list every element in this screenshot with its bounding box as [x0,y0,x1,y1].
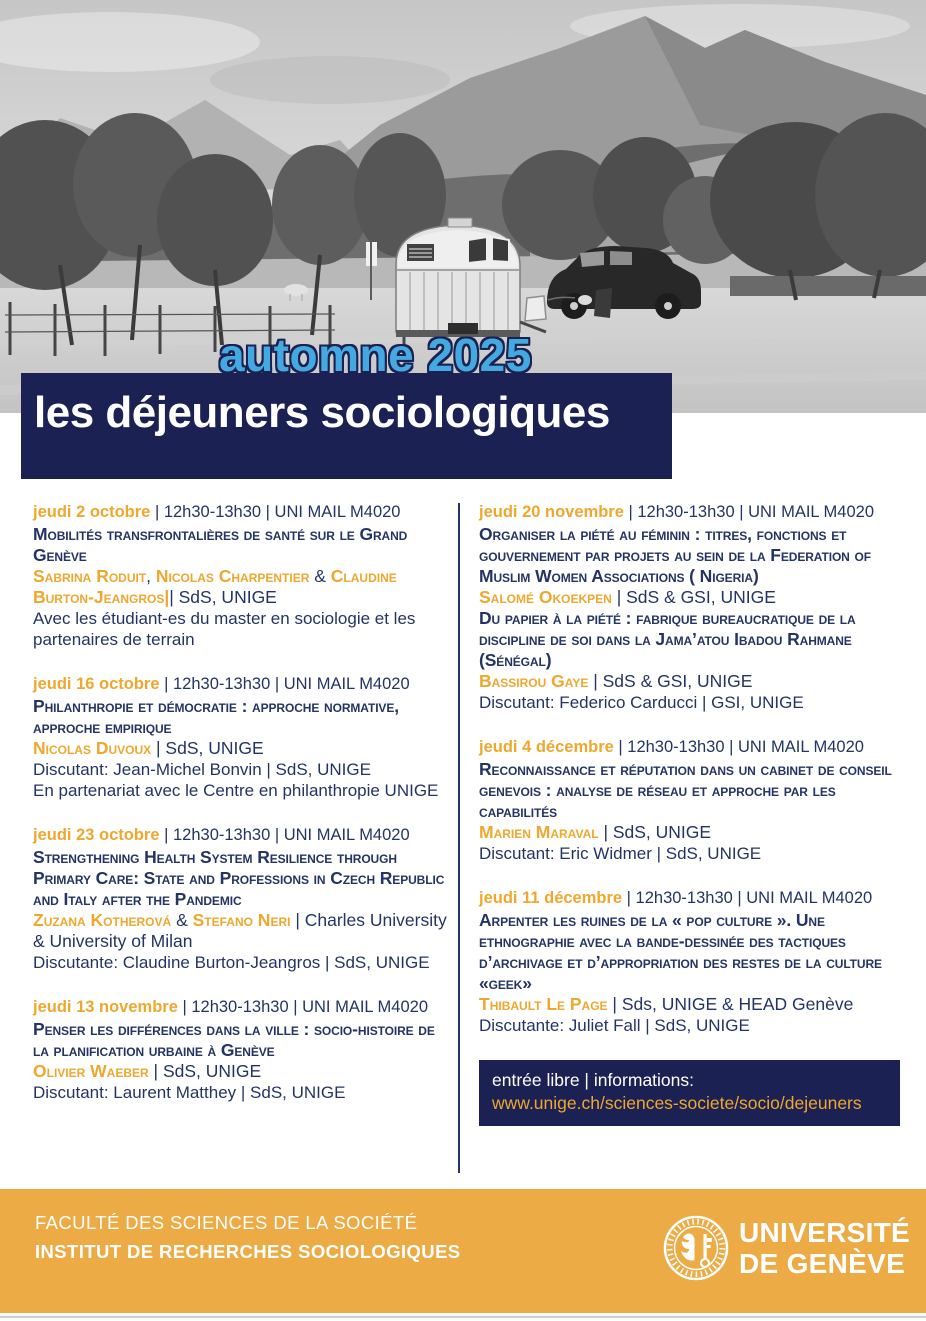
event-dateline [33,825,454,846]
event-discussant: Discutant: Jean-Michel Bonvin | SdS, UNIGE [33,760,371,779]
event-13-novembre [33,997,454,1103]
speaker-affiliation: | SdS & GSI, UNIGE [588,671,753,691]
event-dateline [479,502,900,523]
event-dateline [479,737,900,758]
column-divider [458,503,460,1173]
page-bottom-edge [0,1316,926,1318]
info-box [479,1060,900,1126]
event-date: jeudi 20 novembre [479,503,624,521]
event-date: jeudi 11 décembre [479,889,623,907]
event-speakers [33,566,454,608]
speaker-name: Nicolas Duvoux [33,738,152,758]
event-4-decembre [479,737,900,864]
event-2-octobre [33,502,454,650]
event-title: Mobilités transfrontalières de santé sur le Grand Genève [33,524,408,565]
event-dateline [33,502,454,523]
speaker-separator: & [309,566,331,586]
event-meta: | 12h30-13h30 | UNI MAIL M4020 [182,998,429,1016]
speaker-separator: & [171,910,193,930]
footer-faculty: FACULTÉ DES SCIENCES DE LA SOCIÉTÉ [35,1212,418,1233]
event-title: Organiser la piété au féminin : titres, fonctions et gouvernement par projets au sein de la Federation of Muslim Women Associations ( Nigeria) [479,524,871,586]
event-meta: | 12h30-13h30 | UNI MAIL M4020 [618,738,864,756]
unige-brand [663,1215,910,1281]
event-11-decembre [479,888,900,1036]
speaker-name: Sabrina Roduit [33,566,147,586]
speaker-name: Stefano Neri [192,910,291,930]
speaker-affiliation: | SdS, UNIGE [169,587,277,607]
speaker-name: Nicolas Charpentier [155,566,310,586]
unige-name-line2: DE GENÈVE [739,1248,906,1279]
events-column-right [479,502,900,1126]
event-dateline [33,997,454,1018]
event-16-octobre [33,674,454,801]
speaker-name: Thibault Le Page [479,994,608,1014]
speaker-affiliation: | SdS, UNIGE [598,822,712,842]
event-discussant: Discutant: Laurent Matthey | SdS, UNIGE [33,1083,346,1102]
event-20-novembre [479,502,900,713]
speaker-affiliation: | SdS & GSI, UNIGE [611,587,776,607]
event-speakers [479,822,900,843]
footer-bar [0,1189,926,1313]
event-meta: | 12h30-13h30 | UNI MAIL M4020 [164,826,410,844]
event-dateline [479,888,900,909]
event-title: Reconnaissance et réputation dans un cabinet de conseil genevois : analyse de réseau et approche par les capabilités [479,759,892,821]
event-date: jeudi 2 octobre [33,503,151,521]
speaker-separator: , [146,566,156,586]
event-title: Penser les différences dans la ville : socio-histoire de la planification urbaine à Genève [33,1019,435,1060]
speaker-affiliation: | Sds, UNIGE & HEAD Genève [607,994,854,1014]
event-23-octobre [33,825,454,973]
event-speakers [33,738,454,759]
event-title: Strengthening Health System Resilience through Primary Care: State and Professions in Czech Republic and Italy after the Pandemic [33,847,445,909]
event-date: jeudi 23 octobre [33,826,160,844]
footer-institute: INSTITUT DE RECHERCHES SOCIOLOGIQUES [35,1241,461,1262]
speaker-affiliation: | SdS, UNIGE [151,738,264,758]
event-speakers [33,910,454,952]
speaker-name: Olivier Waeber [33,1061,149,1081]
event-meta: | 12h30-13h30 | UNI MAIL M4020 [154,503,401,521]
event-note: Avec les étudiant-es du master en sociologie et les partenaires de terrain [33,609,416,649]
speaker-name: Marien Maraval [479,822,599,842]
event-meta: | 12h30-13h30 | UNI MAIL M4020 [628,503,875,521]
event-speakers [33,1061,454,1082]
speaker-affiliation: | Charles University & University of Milan [33,910,447,951]
speaker-name: Zuzana Kotherová [33,910,172,930]
event-speakers-2 [479,671,900,692]
event-speakers [479,994,900,1015]
title-band [21,373,672,479]
season-label: automne 2025 [219,329,532,381]
event-discussant: Discutante: Juliet Fall | SdS, UNIGE [479,1016,750,1035]
event-meta: | 12h30-13h30 | UNI MAIL M4020 [164,675,410,693]
events-column-left [33,502,454,1127]
event-meta: | 12h30-13h30 | UNI MAIL M4020 [626,889,873,907]
event-speakers [479,587,900,608]
event-date: jeudi 4 décembre [479,738,614,756]
speaker-name: Claudine Burton-Jeangros| [33,566,397,607]
unige-name-line1: UNIVERSITÉ [739,1217,911,1248]
event-discussant: Discutant: Federico Carducci | GSI, UNIGE [479,693,804,712]
event-title-2: Du papier à la piété : fabrique bureaucratique de la discipline de soi dans la Jama’atou Ibadou Rahmane (Sénégal) [479,608,856,670]
info-free-entry: entrée libre | informations: [492,1070,695,1090]
event-title: Philanthropie et démocratie : approche normative, approche empirique [33,696,400,737]
event-date: jeudi 13 novembre [33,998,178,1016]
event-date: jeudi 16 octobre [33,675,160,693]
info-url-link[interactable]: www.unige.ch/sciences-societe/socio/dejeuners [492,1093,862,1113]
event-discussant: Discutant: Eric Widmer | SdS, UNIGE [479,844,762,863]
speaker-name: Bassirou Gaye [479,671,589,691]
event-note: En partenariat avec le Centre en philanthropie UNIGE [33,781,439,800]
page-title: les déjeuners sociologiques [34,388,610,437]
footer-institution [35,1212,461,1263]
unige-seal-icon [663,1215,729,1281]
speaker-name: Salomé Okoekpen [479,587,612,607]
speaker-affiliation: | SdS, UNIGE [148,1061,262,1081]
event-discussant: Discutante: Claudine Burton-Jeangros | SdS, UNIGE [33,953,430,972]
event-dateline [33,674,454,695]
event-title: Arpenter les ruines de la « pop culture ». Une ethnographie avec la bande-dessinée des tactiques d’archivage et d’appropriation des restes de la culture «geek» [479,910,882,993]
unige-wordmark [739,1217,910,1279]
